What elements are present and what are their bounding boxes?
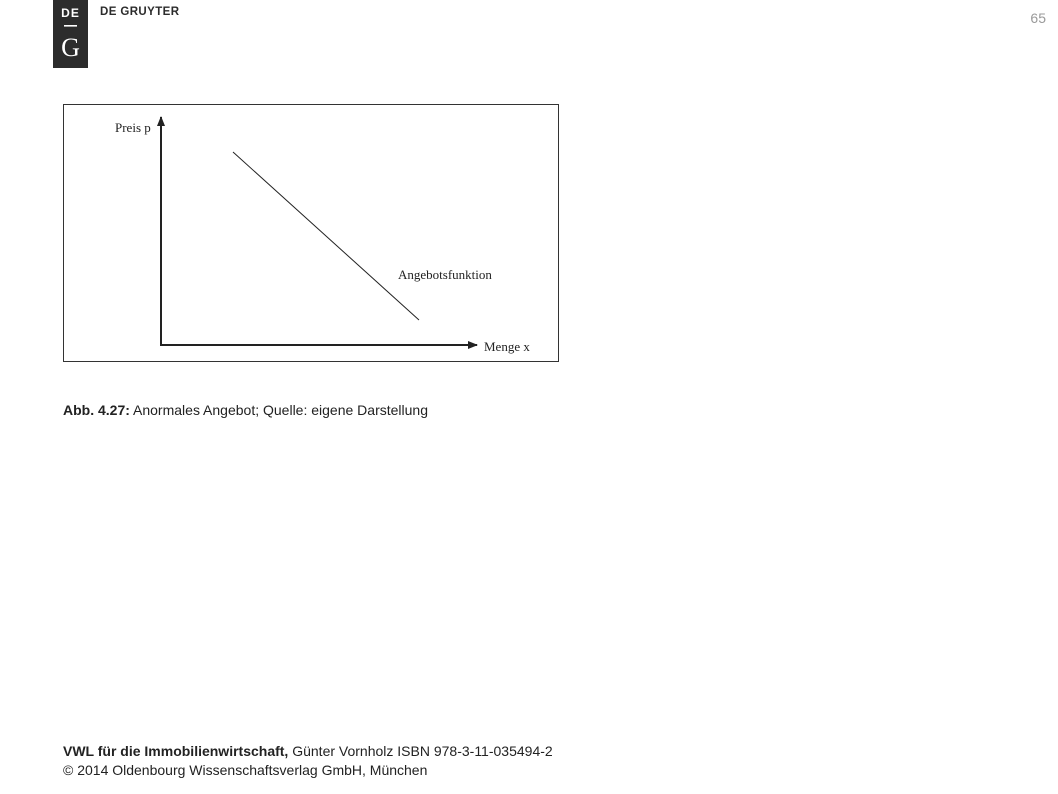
publisher-logo-graphic <box>53 0 88 68</box>
page-number: 65 <box>1030 10 1046 26</box>
supply-curve-figure <box>64 105 558 361</box>
supply-function-line <box>233 152 419 320</box>
logo-divider <box>64 25 77 27</box>
footer <box>63 742 553 780</box>
caption-text: Anormales Angebot; Quelle: eigene Darstellung <box>129 402 428 418</box>
logo-letter: G <box>61 33 80 62</box>
book-details: Günter Vornholz ISBN 978-3-11-035494-2 <box>288 743 553 759</box>
book-title: VWL für die Immobilienwirtschaft, <box>63 743 289 759</box>
caption-label: Abb. 4.27: <box>63 402 130 418</box>
figure-caption <box>63 402 428 418</box>
publisher-logo <box>53 0 88 68</box>
curve-label: Angebotsfunktion <box>398 267 492 282</box>
footer-line-1 <box>63 742 553 761</box>
figure-frame <box>63 104 559 362</box>
logo-top-text: DE <box>61 6 80 20</box>
copyright: © 2014 Oldenbourg Wissenschaftsverlag GmbH, München <box>63 762 428 778</box>
y-axis-label: Preis p <box>115 120 151 135</box>
x-axis-label: Menge x <box>484 339 530 354</box>
brand-name: DE GRUYTER <box>100 6 180 18</box>
